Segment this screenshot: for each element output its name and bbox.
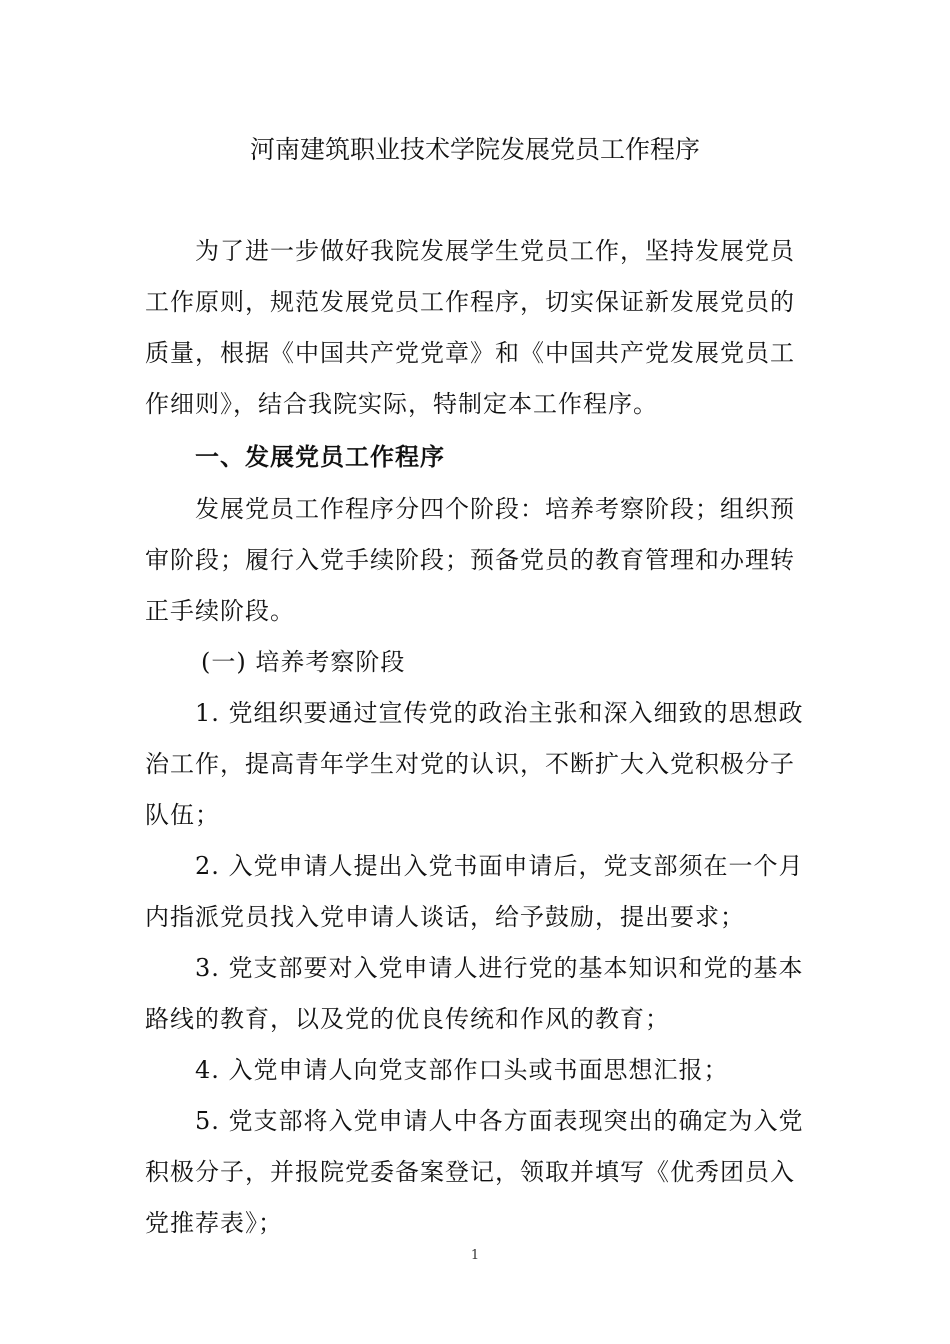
list-item: 2. 入党申请人提出入党书面申请后，党支部须在一个月内指派党员找入党申请人谈话，给予鼓励，提出要求； — [145, 852, 804, 931]
page-number: 1 — [470, 1248, 480, 1263]
list-item: 4. 入党申请人向党支部作口头或书面思想汇报； — [195, 1056, 729, 1084]
list-item: 5. 党支部将入党申请人中各方面表现突出的确定为入党积极分子，并报院党委备案登记，领取并填写《优秀团员入党推荐表》； — [145, 1107, 804, 1237]
section-heading: 一、发展党员工作程序 — [195, 443, 445, 471]
document-title: 河南建筑职业技术学院发展党员工作程序 — [249, 135, 700, 164]
list-item: 3. 党支部要对入党申请人进行党的基本知识和党的基本路线的教育，以及党的优良传统和作风的教育； — [145, 954, 804, 1033]
intro-paragraph: 为了进一步做好我院发展学生党员工作，坚持发展党员工作原则，规范发展党员工作程序，切实保证新发展党员的质量，根据《中国共产党党章》和《中国共产党发展党员工作细则》，结合我院实际，特制定本工作程序。 — [145, 237, 795, 418]
list-item: 1. 党组织要通过宣传党的政治主张和深入细致的思想政治工作，提高青年学生对党的认识，不断扩大入党积极分子队伍； — [145, 699, 804, 829]
section-intro-paragraph: 发展党员工作程序分四个阶段：培养考察阶段；组织预审阶段；履行入党手续阶段；预备党员的教育管理和办理转正手续阶段。 — [145, 495, 795, 625]
subsection-heading: (一) 培养考察阶段 — [201, 648, 406, 676]
document-body — [145, 226, 810, 1249]
